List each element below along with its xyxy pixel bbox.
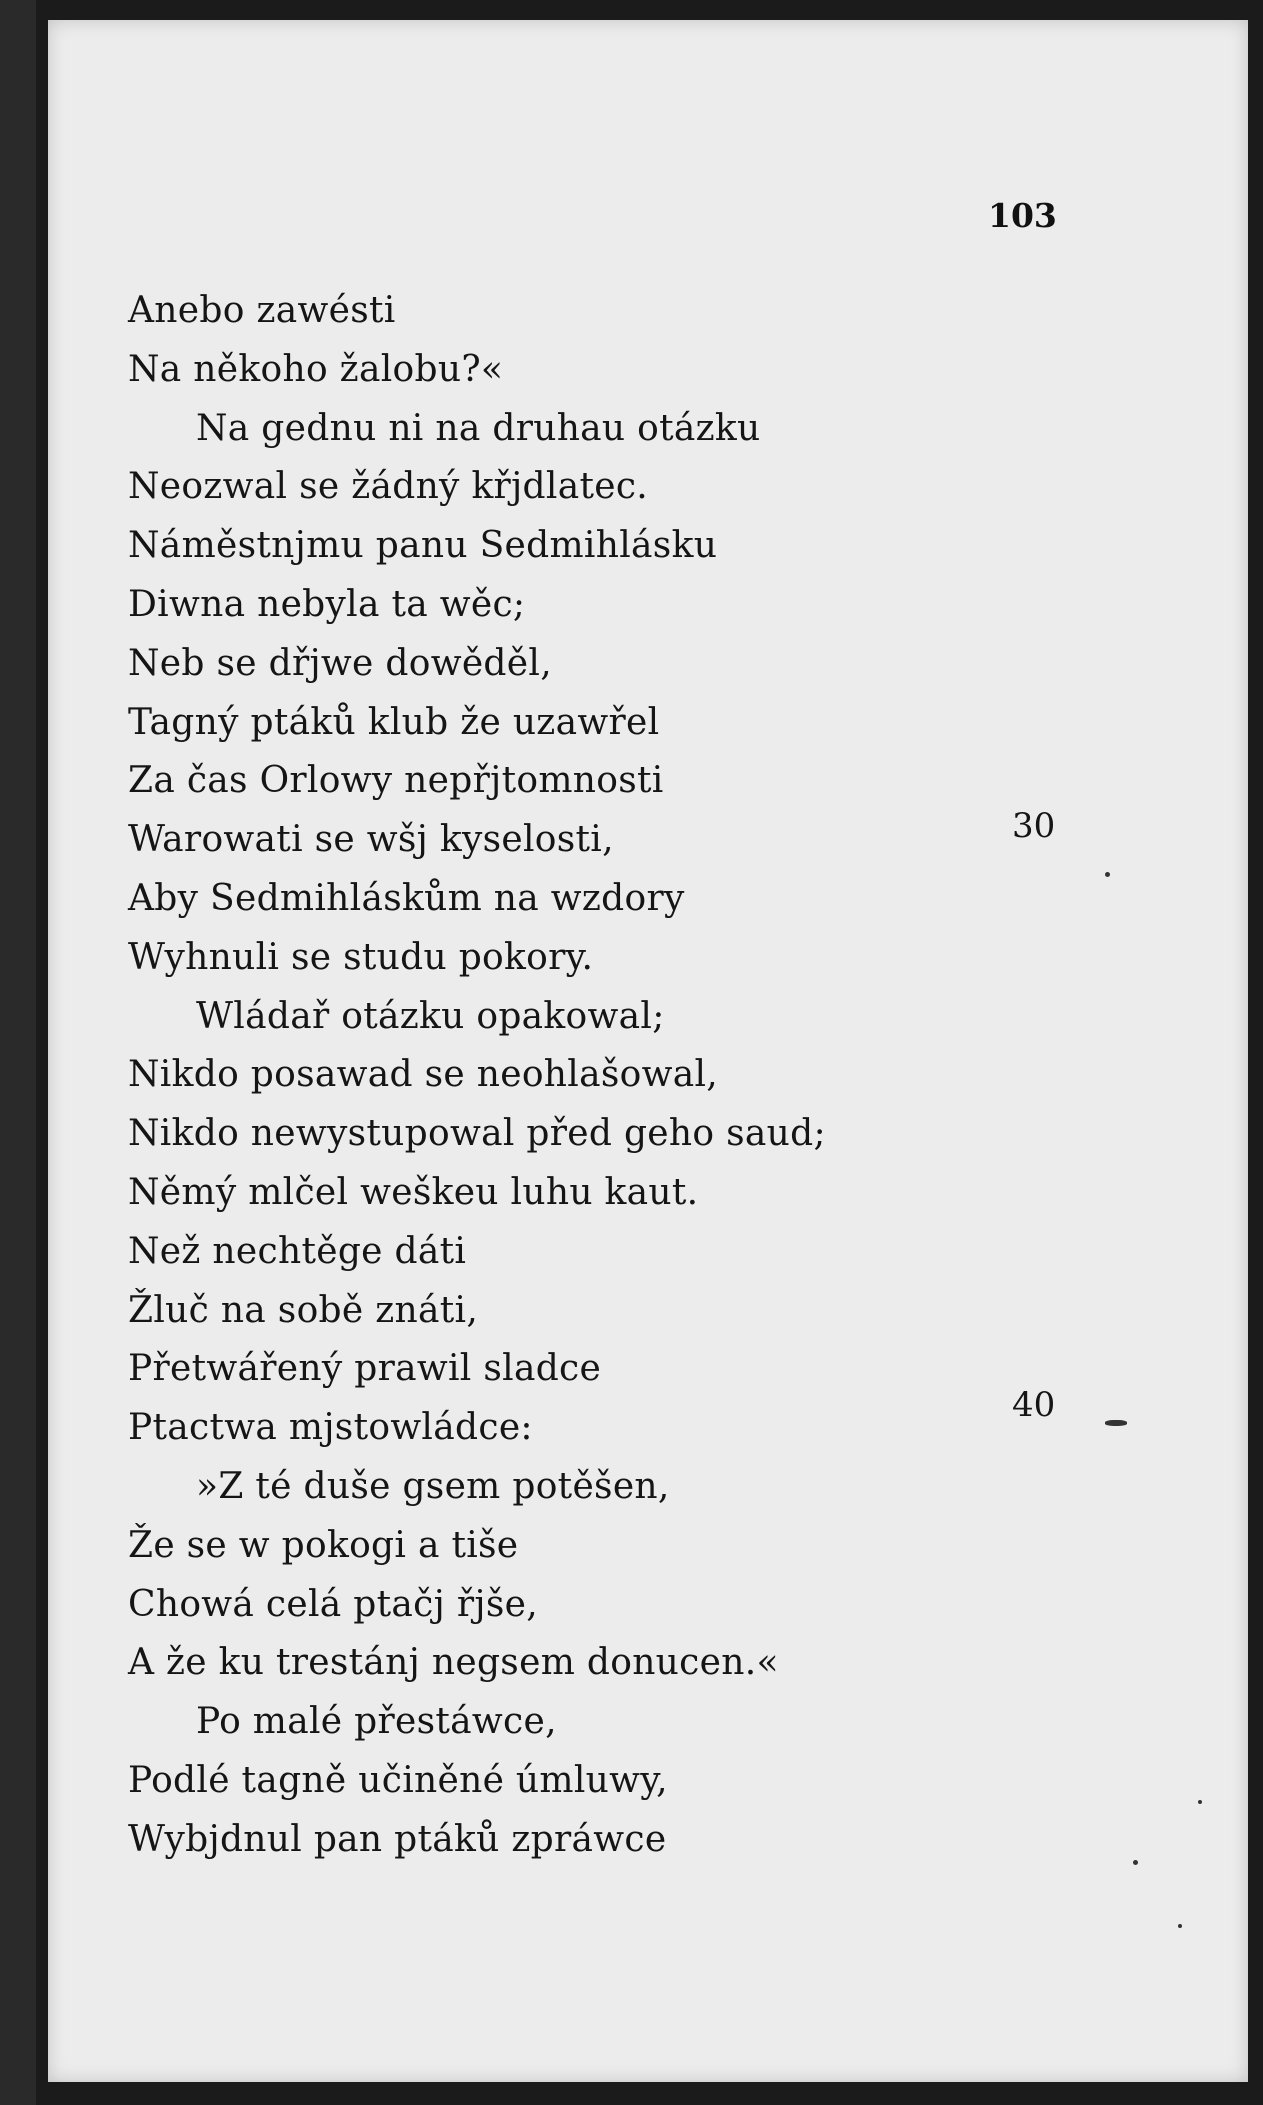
poem-line: Na gednu ni na druhau otázku (196, 407, 761, 449)
poem-line: Anebo zawésti (128, 290, 396, 331)
poem-line: Žluč na sobě znáti, (128, 1289, 479, 1331)
poem-line: Wyhnuli se studu pokory. (128, 936, 594, 978)
poem-line: Diwna nebyla ta wěc; (128, 583, 526, 625)
poem-line: Neb se dřjwe dowěděl, (128, 642, 552, 684)
poem-line: Aby Sedmihláskům na wzdory (128, 877, 685, 919)
poem-line: Přetwářený prawil sladce (128, 1348, 602, 1390)
poem-line: Za čas Orlowy nepřjtomnosti (128, 760, 664, 802)
poem-line: A že ku trestánj negsem donucen.« (128, 1642, 779, 1684)
poem-line: Warowati se wšj kyselosti, (128, 819, 614, 861)
ink-speck (1178, 1924, 1182, 1928)
poem-line: Ptactwa mjstowládce: (128, 1407, 533, 1449)
poem-line: Chowá celá ptačj řjše, (128, 1583, 538, 1625)
poem-text (128, 282, 826, 1870)
ink-speck (1105, 872, 1110, 877)
ink-speck (1133, 1860, 1138, 1865)
book-spine-edge (0, 0, 36, 2105)
line-number-40: 40 (1012, 1385, 1056, 1425)
poem-line: »Z té duše gsem potěšen, (196, 1465, 670, 1507)
poem-line: Nikdo posawad se neohlašowal, (128, 1054, 719, 1096)
poem-line: Než nechtěge dáti (128, 1230, 467, 1272)
poem-line: Podlé tagně učiněné úmluwy, (128, 1759, 668, 1801)
poem-line: Neozwal se žádný křjdlatec. (128, 466, 649, 508)
poem-line: Wládař otázku opakowal; (196, 995, 665, 1037)
poem-line: Náměstnjmu panu Sedmihlásku (128, 525, 718, 567)
ink-speck (1105, 1420, 1127, 1426)
poem-line: Že se w pokogi a tiše (128, 1524, 519, 1566)
poem-line: Tagný ptáků klub že uzawřel (128, 701, 660, 743)
poem-line: Wybjdnul pan ptáků zpráwce (128, 1818, 667, 1860)
poem-line: Po malé přestáwce, (196, 1701, 557, 1743)
poem-line: Na někoho žalobu?« (128, 348, 504, 390)
ink-speck (1198, 1800, 1202, 1804)
page-number: 103 (988, 196, 1057, 235)
line-number-30: 30 (1012, 806, 1056, 846)
poem-line: Němý mlčel weškeu luhu kaut. (128, 1171, 699, 1213)
poem-line: Nikdo newystupowal před geho saud; (128, 1113, 826, 1155)
